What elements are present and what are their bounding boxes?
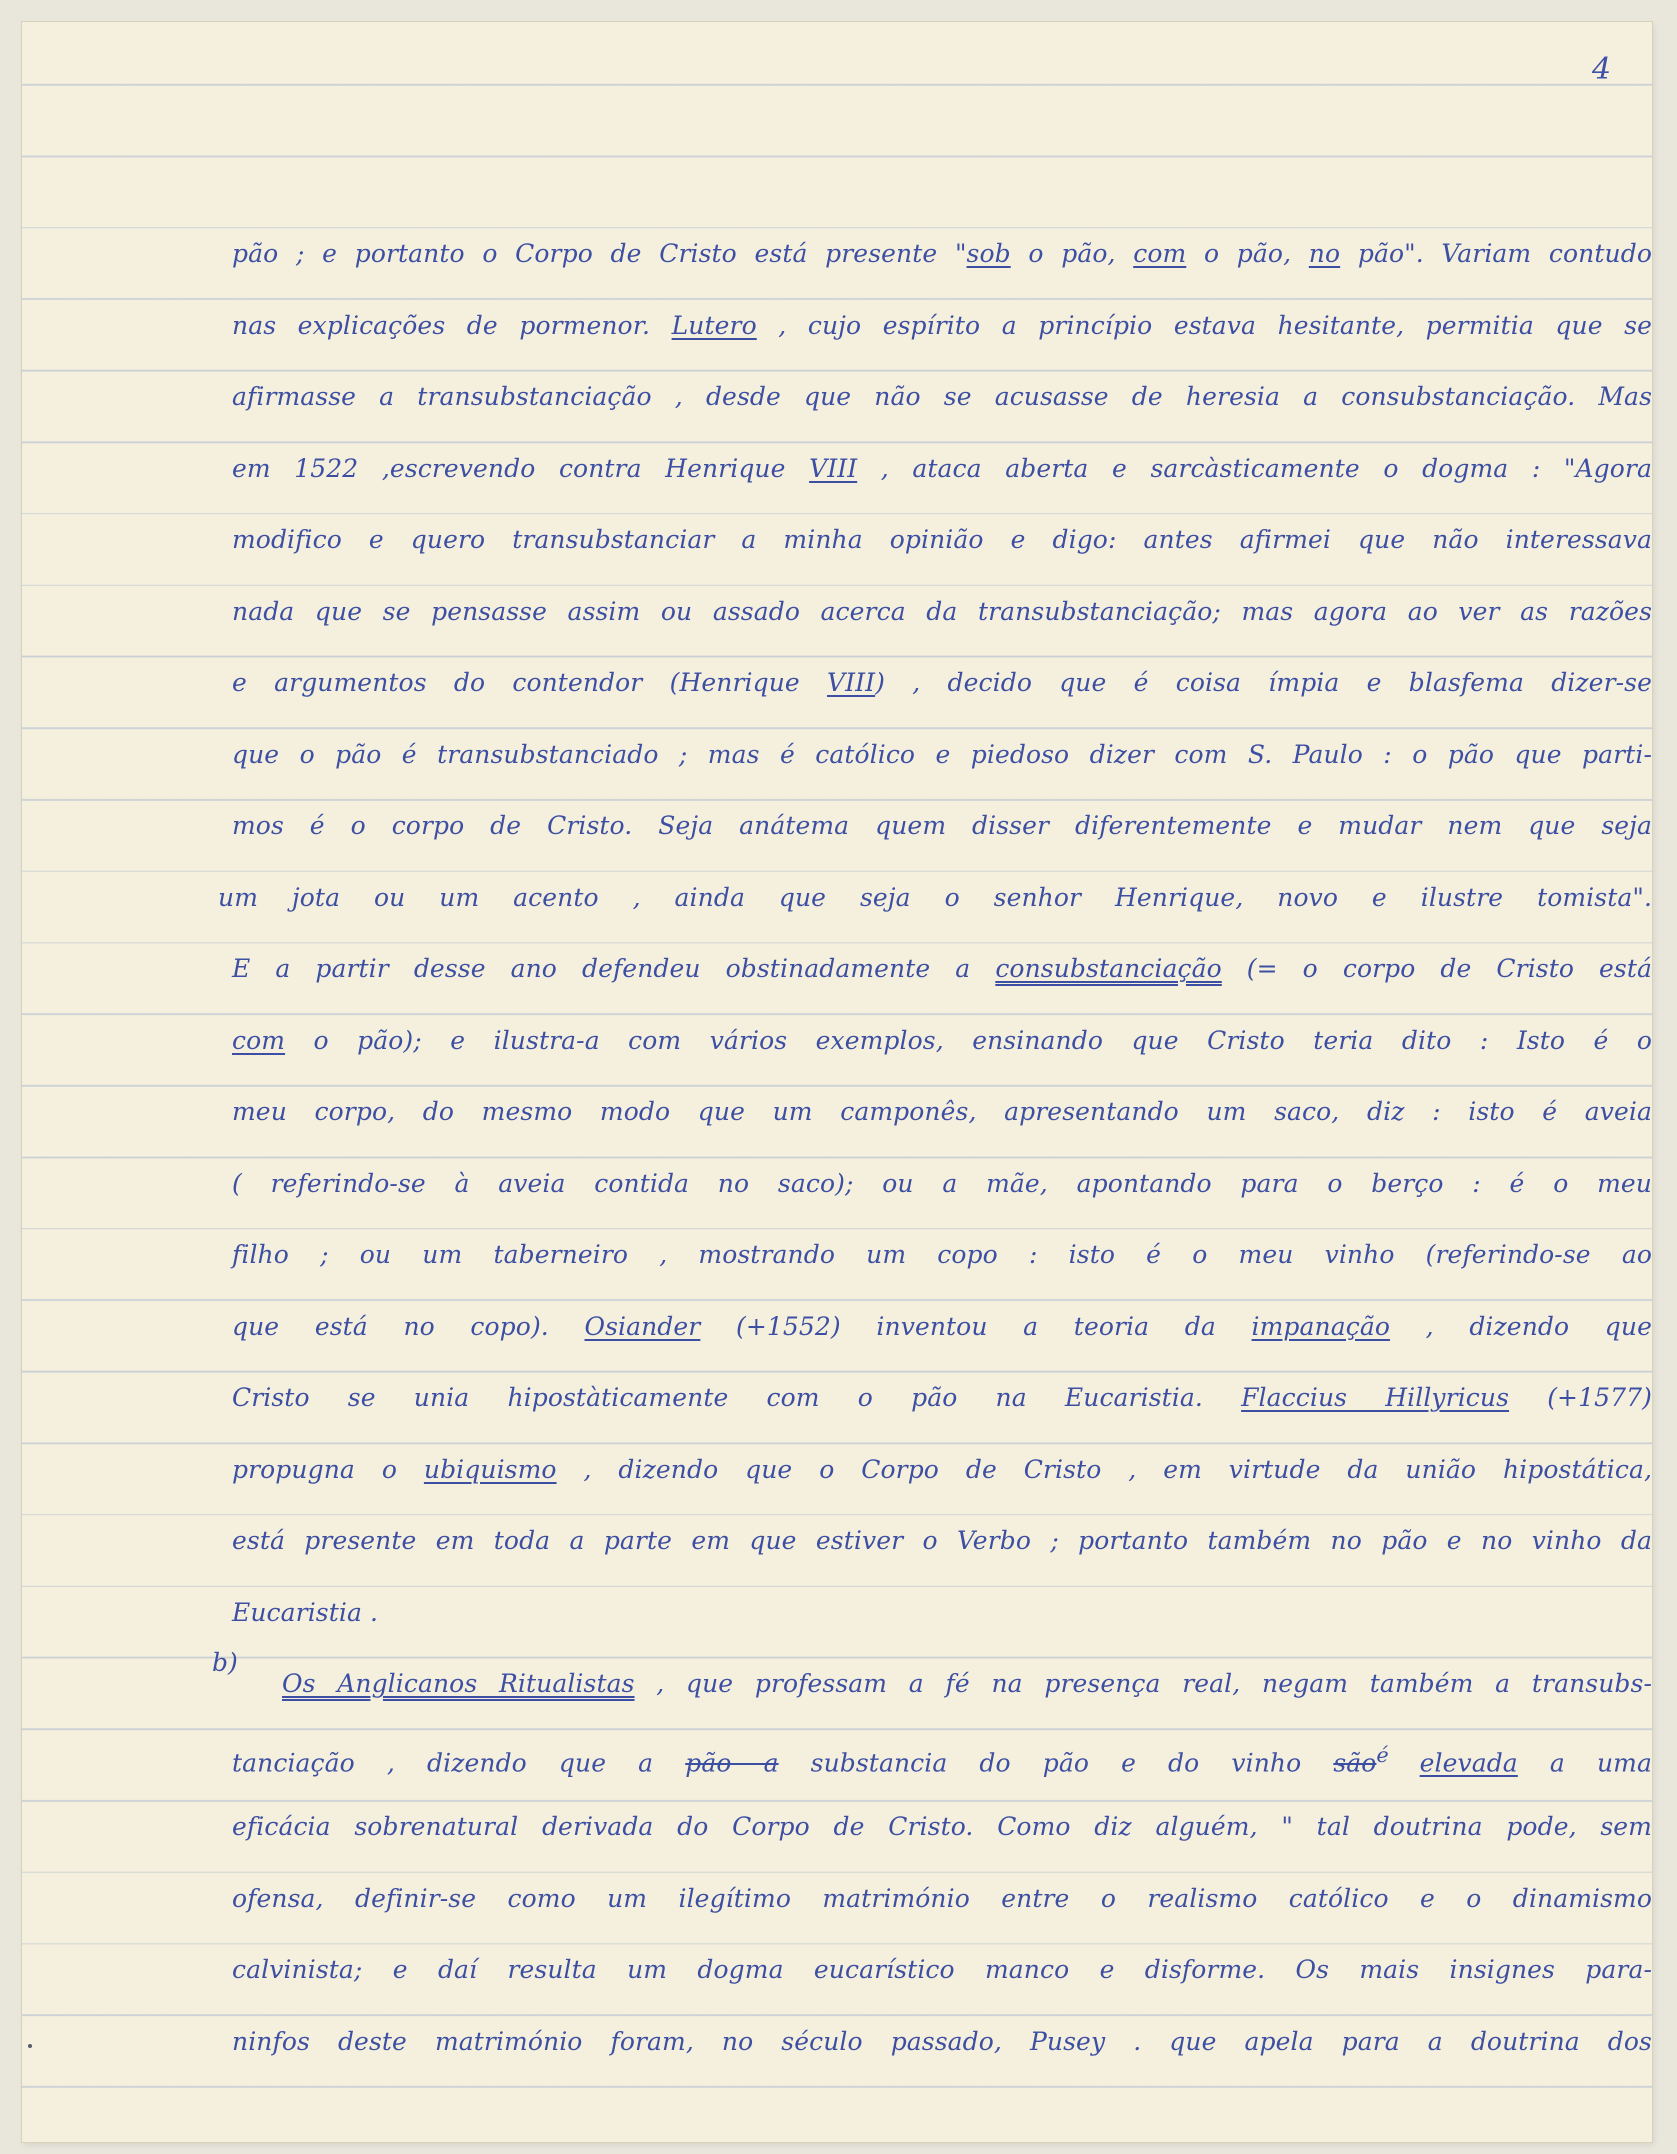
text-span: , cujo espírito a princípio estava hesitante, permitia que se <box>756 310 1652 340</box>
text-line: um jota ou um acento , ainda que seja o senhor Henrique, novo e ilustre tomista". <box>218 882 1652 912</box>
underlined-word: VIII <box>827 668 876 697</box>
struck-text: são <box>1333 1747 1377 1777</box>
text-span: que está no copo). <box>232 1311 585 1341</box>
text-span: e argumentos do contendor (Henrique <box>232 668 828 697</box>
page-number: 4 <box>1592 52 1612 87</box>
list-marker: b) <box>212 1648 238 1677</box>
paper-speck <box>28 2044 32 2048</box>
text-line: Eucaristia . <box>232 1597 379 1627</box>
text-span: , dizendo que o Corpo de Cristo , em virtude da união hipostática, <box>556 1454 1652 1484</box>
text-span: decido que é coisa ímpia e blasfema dizer-se <box>947 668 1652 697</box>
author-name: Osiander <box>584 1311 701 1341</box>
underlined-word: com <box>1133 239 1187 268</box>
manuscript-page <box>22 22 1652 2142</box>
text-line: ( referindo-se à aveia contida no saco); ou a mãe, apontando para o berço : é o meu <box>232 1168 1652 1198</box>
term-ubiquismo: ubiquismo <box>423 1454 557 1484</box>
text-span: o pão, <box>1186 239 1309 268</box>
heading-anglicanos: Os Anglicanos Ritualistas <box>282 1669 635 1698</box>
text-line: mos é o corpo de Cristo. Seja anátema quem disser diferentemente e mudar nem que seja <box>232 811 1652 840</box>
text-line <box>232 1720 1652 1792</box>
text-line: que o pão é transubstanciado ; mas é católico e piedoso dizer com S. Paulo : o pão que parti- <box>232 739 1652 769</box>
text-line: está presente em toda a parte em que estiver o Verbo ; portanto também no pão e no vinho da <box>232 1526 1652 1555</box>
text-span: tanciação , dizendo que a <box>232 1747 686 1777</box>
text-line <box>232 1362 1652 1434</box>
text-span: em 1522 ,escrevendo contra Henrique <box>232 453 810 483</box>
text-span: (= o corpo de Cristo está <box>1221 954 1653 983</box>
author-name: Flaccius Hillyricus <box>1241 1383 1510 1412</box>
text-span: nas explicações de pormenor. <box>232 310 672 340</box>
text-span: , dizendo que <box>1390 1311 1652 1341</box>
text-span: E a partir desse ano defendeu obstinadamente a <box>232 954 996 983</box>
text-span: , que professam a fé na presença real, negam também a transubs- <box>634 1669 1652 1698</box>
author-name: Lutero <box>671 310 757 340</box>
text-line: eficácia sobrenatural derivada do Corpo de Cristo. Como diz alguém, " tal doutrina pode, sem <box>232 1812 1652 1841</box>
underlined-word: no <box>1308 239 1341 268</box>
struck-text: pão a <box>685 1747 779 1777</box>
term-consubstanciacao: consubstanciação <box>995 954 1222 983</box>
text-span: a uma <box>1517 1747 1652 1777</box>
text-span: pão". Variam contudo <box>1340 239 1652 268</box>
underlined-word: VIII <box>809 453 858 483</box>
text-line <box>232 1291 1652 1363</box>
text-span: (+1552) inventou a teoria da <box>700 1311 1252 1341</box>
text-span: o pão, <box>1010 239 1134 268</box>
underlined-word: sob <box>966 239 1011 268</box>
text-line <box>232 290 1652 362</box>
text-line: filho ; ou um taberneiro , mostrando um copo : isto é o meu vinho (referindo-se ao <box>232 1240 1652 1269</box>
text-line: modifico e quero transubstanciar a minha opinião e digo: antes afirmei que não interessava <box>232 525 1652 554</box>
underlined-word: elevada <box>1419 1747 1518 1777</box>
text-line: nada que se pensasse assim ou assado acerca da transubstanciação; mas agora ao ver as razões <box>232 596 1652 626</box>
text-line: ninfos deste matrimónio foram, no século passado, Pusey . que apela para a doutrina dos <box>232 2026 1652 2056</box>
term-impanacao: impanação <box>1251 1311 1391 1341</box>
text-span: Cristo se unia hipostàticamente com o pão na Eucaristia. <box>232 1383 1242 1412</box>
text-line: ofensa, definir-se como um ilegítimo matrimónio entre o realismo católico e o dinamismo <box>232 1883 1652 1913</box>
text-line <box>232 218 1652 290</box>
text-line <box>232 1434 1652 1506</box>
text-line: meu corpo, do mesmo modo que um camponês, apresentando um saco, diz : isto é aveia <box>232 1097 1652 1126</box>
text-span: substancia do pão e do vinho <box>778 1747 1334 1777</box>
text-line <box>232 433 1652 505</box>
underlined-word: com <box>232 1025 286 1055</box>
text-span: Cristo teria dito : Isto é o <box>1207 1025 1652 1055</box>
text-line: afirmasse a transubstanciação , desde que não se acusasse de heresia a consubstanciação. Mas <box>232 382 1652 411</box>
text-span: o pão); e ilustra-a com vários exemplos, ensinando que <box>285 1025 1208 1055</box>
text-line <box>232 647 1652 719</box>
text-span: pão ; e portanto o Corpo de Cristo está presente " <box>232 239 967 268</box>
text-span: , ataca aberta e sarcàsticamente o dogma : "Agora <box>857 453 1652 483</box>
text-line <box>232 933 1652 1005</box>
body-text <box>212 218 1653 2077</box>
text-line: calvinista; e daí resulta um dogma eucarístico manco e disforme. Os mais insignes para- <box>232 1955 1652 1984</box>
text-line <box>232 1005 1652 1077</box>
list-item-b <box>212 1648 1652 2077</box>
text-line <box>232 1648 1652 1720</box>
inserted-word: é <box>1376 1742 1420 1767</box>
text-span: ) , <box>875 668 948 697</box>
text-span: (+1577) <box>1509 1383 1652 1412</box>
text-span: propugna o <box>232 1454 424 1484</box>
